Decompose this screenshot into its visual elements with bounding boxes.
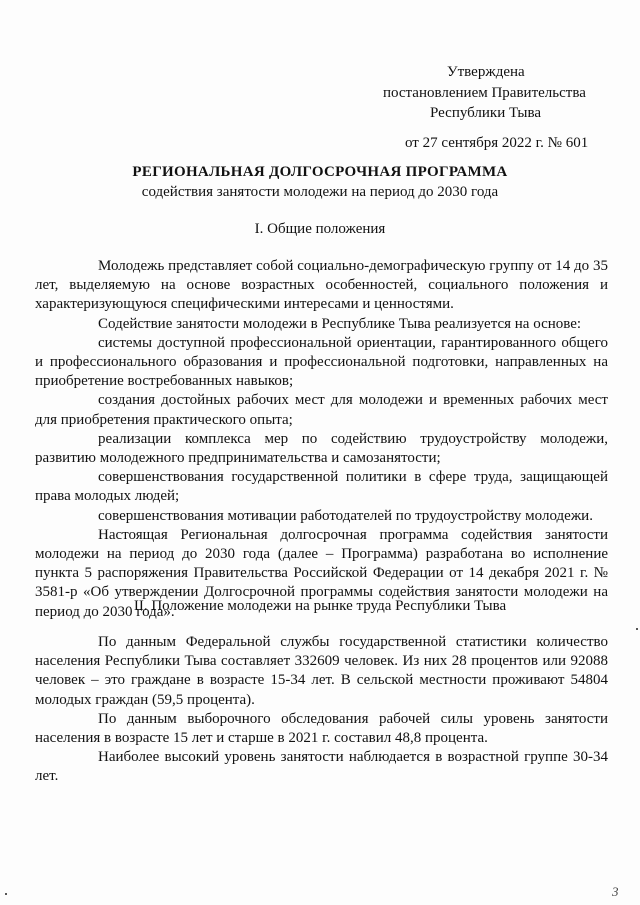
paragraph: Наиболее высокий уровень занятости наблюдается в возрастной группе 30-34 лет. — [35, 749, 608, 785]
approval-line-republic: Республики Тыва — [430, 105, 542, 121]
program-subtitle: содействия занятости молодежи на период до 2030 года — [141, 184, 499, 200]
scan-mark — [5, 893, 7, 895]
section-2-body — [35, 633, 608, 787]
program-title: РЕГИОНАЛЬНАЯ ДОЛГОСРОЧНАЯ ПРОГРАММА — [132, 164, 508, 180]
page-number: 3 — [612, 884, 619, 899]
paragraph: Молодежь представляет собой социально-демографическую группу от 14 до 35 лет, выделяемую на основе возрастных особенностей, социального положения и характеризующуюся специфическими интересами и ценностями. — [35, 258, 608, 313]
approval-stamp — [380, 62, 600, 153]
paragraph: Содействие занятости молодежи в Республике Тыва реализуется на основе: — [98, 315, 582, 332]
paragraph: создания достойных рабочих мест для молодежи и временных рабочих мест для приобретения практического опыта; — [35, 392, 608, 428]
paragraph: совершенствования мотивации работодателей по трудоустройству молодежи. — [98, 507, 593, 524]
paragraph: По данным Федеральной службы государственной статистики количество населения Республики Тыва составляет 332609 человек. Из них 28 процентов или 92088 человек – это граждане в возрасте 15-34 лет. В сельской местности проживают 54804 молодых граждан (59,5 процента). — [35, 634, 608, 708]
approval-line-resolution: постановлением Правительства — [383, 84, 586, 101]
section-1-body — [35, 257, 608, 622]
paragraph: По данным выборочного обследования рабочей силы уровень занятости населения в возрасте 15 лет и старше в 2021 г. составил 48,8 процента. — [35, 710, 608, 747]
scan-mark — [636, 628, 638, 630]
paragraph: Настоящая Региональная долгосрочная программа содействия занятости молодежи на период до 2030 года (далее – Программа) разработана во исполнение пункта 5 распоряжения Правительства Российской Федерации от 14 декабря 2021 г. № 3581-р «Об утверждении Долгосрочной программы содействия занятости молодежи на период до 2030 года». — [35, 526, 608, 620]
paragraph: системы доступной профессиональной ориентации, гарантированного общего и профессионального образования и профессиональной подготовки, направленных на приобретение востребованных навыков; — [35, 334, 608, 390]
approval-line-date-number: от 27 сентября 2022 г. № 601 — [405, 134, 589, 151]
section-1-heading: I. Общие положения — [254, 221, 386, 237]
approval-line-approved: Утверждена — [447, 64, 525, 80]
section-2-heading: II. Положение молодежи на рынке труда Республики Тыва — [133, 598, 507, 614]
paragraph: совершенствования государственной политики в сфере труда, защищающей права молодых людей; — [35, 469, 608, 505]
paragraph: реализации комплекса мер по содействию трудоустройству молодежи, развитию молодежного предпринимательства и самозанятости; — [35, 430, 608, 467]
